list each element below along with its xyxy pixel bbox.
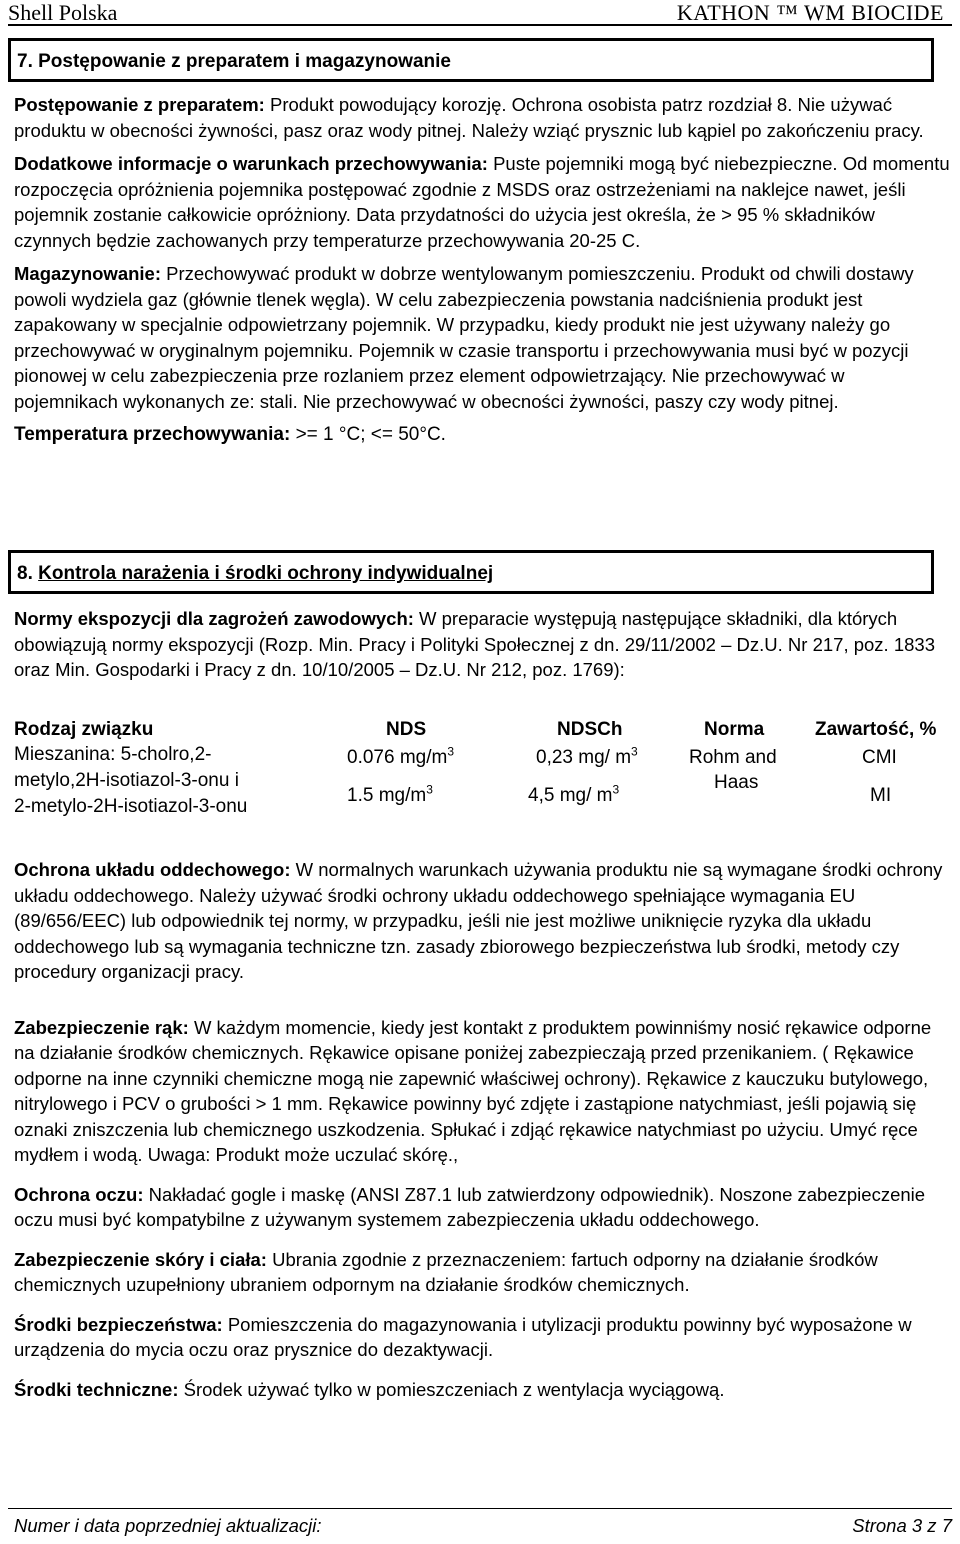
section-7-body	[14, 92, 952, 448]
hands-label: Zabezpieczenie rąk:	[14, 1016, 189, 1038]
norms-paragraph	[14, 606, 952, 683]
respiratory-label: Ochrona układu oddechowego:	[14, 859, 291, 880]
section-8-heading	[8, 550, 934, 594]
eyes-paragraph	[14, 1182, 952, 1233]
header-norma: Norma	[704, 719, 765, 740]
compound-line-2: metylo,2H-isotiazol-3-onu i	[14, 770, 239, 791]
hands-paragraph	[14, 1015, 952, 1168]
storage-text: Przechowywać produkt w dobrze wentylowanym pomieszczeniu. Produkt od chwili dostawy powoli wydziela gaz (głównie tlenek węgla). W celu zabezpieczenia powstania nadciśnienia produkt jest zapakowany w specjalnie odpowietrzany pojemnik. W przypadku, kiedy produkt nie jest używany należy go przechowywać w oryginalnym pojemniku. Pojemnik w czasie transportu i przechowywania musi być w pozycji pionowej w celu zabezpieczenia prze rozlaniem przez element odpowietrzający. Nie przechowywać w pojemnikach wykonanych ze: stali. Nie przechowywać w obecności żywności, paszy czy wody pitnej.	[14, 263, 914, 412]
compound-line-3: 2-metylo-2H-isotiazol-3-onu	[14, 796, 248, 817]
header-content: Zawartość, %	[815, 719, 937, 740]
content-mi: MI	[870, 785, 892, 806]
temperature-label: Temperatura przechowywania:	[14, 424, 291, 445]
section-7-heading	[8, 38, 934, 82]
header-ndsch: NDSCh	[557, 719, 623, 740]
storage-paragraph	[14, 261, 952, 414]
handling-text: Produkt powodujący korozję. Ochrona osobista patrz rozdział 8. Nie używać produktu w obecności żywności, pasz oraz wody pitnej. Należy wziąć prysznic lub kąpiel po zakończeniu pracy.	[14, 94, 924, 141]
previous-update-label: Numer i data poprzedniej aktualizacji:	[14, 1515, 322, 1536]
handling-paragraph	[14, 92, 952, 143]
exposure-norms	[14, 606, 952, 683]
nds-value-2: 1.5 $mg/m^3$	[347, 782, 433, 806]
page-footer	[8, 1508, 952, 1536]
skin-paragraph	[14, 1247, 952, 1298]
technical-paragraph	[14, 1377, 952, 1403]
skin-label: Zabezpieczenie skóry i ciała:	[14, 1248, 267, 1270]
section-8-body	[14, 857, 952, 1402]
temperature-paragraph	[14, 422, 952, 448]
eyes-text: Nakładać gogle i maskę (ANSI Z87.1 lub zatwierdzony odpowiednik). Noszone zabezpieczenie oczu musi być kompatybilne z używanym systemem zabezpieczenia układu oddechowego.	[14, 1183, 926, 1230]
norms-label: Normy ekspozycji dla zagrożeń zawodowych:	[14, 608, 414, 629]
table-header-row	[14, 717, 960, 742]
safety-label: Środki bezpieczeństwa:	[14, 1313, 223, 1335]
hands-text: W każdym momencie, kiedy jest kontakt z produktem powinniśmy nosić rękawice odporne na działanie środków chemicznych. Rękawice opisane poniżej zabezpieczają przed przenikaniem. ( Rękawice odporne na inne czynniki chemiczne mogą nie zapewnić właściwej ochrony). Rękawice z kauczuku butylowego, nitrylowego i PCV o grubości > 1 mm. Rękawice powinny być zdjęte i zastąpione natychmiast, jeśli pojawią się oznaki zniszczenia lub chemicznego uszkodzenia. Spłukać i zdjąć rękawice natychmiast po użyciu. Umyć ręce mydłem i wodą. Uwaga: Produkt może uczulać skórę.,	[14, 1016, 932, 1165]
norma-line-1: Rohm and	[689, 747, 777, 768]
section-8-number: 8.	[17, 563, 33, 584]
company-name: Shell Polska	[8, 0, 118, 25]
additional-storage-text: Puste pojemniki mogą być niebezpieczne. Od momentu rozpoczęcia opróżnienia pojemnika postępować zgodnie z MSDS oraz ostrzeżeniami na naklejce nawet, jeśli pojemnik zostanie całkowicie opróżniony. Data przydatności do użycia jest określa, że > 95 % składników czynnych będzie zachowanych przy temperaturze przechowywania 20-25 C.	[14, 153, 950, 251]
ndsch-value-1: 0,23 mg/ $m^3$	[536, 744, 638, 768]
header-nds: NDS	[386, 719, 427, 740]
page-number: Strona 3 z 7	[852, 1515, 952, 1536]
eyes-label: Ochrona oczu:	[14, 1183, 144, 1205]
product-name: KATHON ™ WM BIOCIDE	[676, 0, 944, 25]
skin-text: Ubrania zgodnie z przeznaczeniem: fartuch odporny na działanie środków chemicznych uzupełniony ubraniem odpornym na działanie środków chemicznych.	[14, 1248, 878, 1295]
handling-label: Postępowanie z preparatem:	[14, 94, 265, 115]
technical-text: Środek używać tylko w pomieszczeniach z wentylacja wyciągową.	[183, 1378, 725, 1400]
safety-text: Pomieszczenia do magazynowania i utylizacji produktu powinny być wyposażone w urządzenia do mycia oczu oraz prysznice do dezaktywacji.	[14, 1313, 912, 1360]
page-header	[8, 0, 952, 26]
norms-text: W preparacie występują następujące składniki, dla których obowiązują normy ekspozycji (Rozp. Min. Pracy i Polityki Społecznej z dn. 29/11/2002 – Dz.U. Nr 217, poz. 1833 oraz Min. Gospodarki i Pracy z dn. 10/10/2005 – Dz.U. Nr 212, poz. 1769):	[14, 608, 935, 680]
content-cmi: CMI	[862, 747, 897, 768]
section-7-title: 7. Postępowanie z preparatem i magazynowanie	[17, 51, 451, 72]
respiratory-paragraph	[14, 857, 952, 985]
additional-storage-label: Dodatkowe informacje o warunkach przechowywania:	[14, 153, 488, 174]
additional-storage-paragraph	[14, 151, 952, 253]
table-row	[14, 742, 960, 822]
header-compound: Rodzaj związku	[14, 719, 154, 740]
section-8-title: Kontrola narażenia i środki ochrony indywidualnej	[38, 563, 494, 584]
technical-label: Środki techniczne:	[14, 1378, 179, 1400]
temperature-text: >= 1 °C; <= 50°C.	[295, 424, 446, 445]
nds-value-1: 0.076 $mg/m^3$	[347, 744, 455, 768]
storage-label: Magazynowanie:	[14, 263, 161, 284]
safety-paragraph	[14, 1312, 952, 1363]
compound-line-1: Mieszanina: 5-cholro,2-	[14, 744, 212, 765]
norma-line-2: Haas	[714, 772, 759, 793]
respiratory-text: W normalnych warunkach używania produktu nie są wymagane środki ochrony układu oddechowego. Należy używać środki ochrony układu oddechowego spełniające wymagania EU (89/656/EEC) lub odpowiednik tej normy, w przypadku, jeśli nie jest możliwe uniknięcie ryzyka dla układu oddechowego lub są wymagania techniczne tzn. zasady zbiorowego bezpieczeństwa lub środki, metody czy procedury organizacji pracy.	[14, 859, 943, 982]
ndsch-value-2: 4,5 mg/ $m^3$	[528, 782, 620, 806]
exposure-table	[14, 717, 960, 822]
